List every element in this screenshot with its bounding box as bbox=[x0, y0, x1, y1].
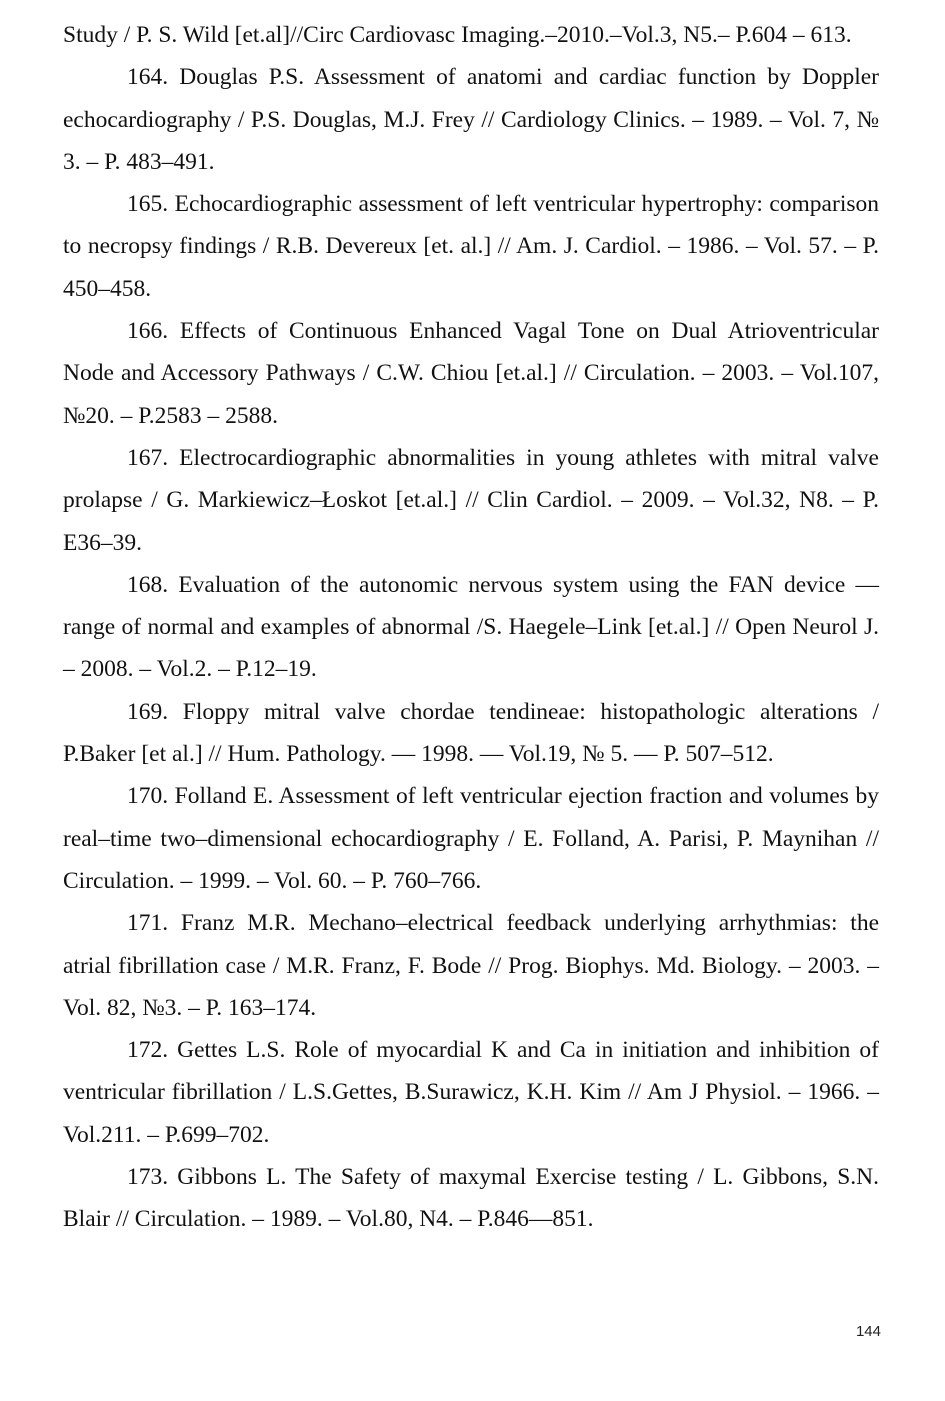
reference-169: 169. Floppy mitral valve chordae tendineae: histopathologic alterations / P.Baker [et al.] // Hum. Pathology. — 1998. — Vol.19, № 5. — P. 507–512. bbox=[63, 698, 879, 768]
reference-167: 167. Electrocardiographic abnormalities in young athletes with mitral valve prolapse / G. Markiewicz–Łoskot [et.al.] // Clin Cardiol. – 2009. – Vol.32, N8. – P. E36–39. bbox=[63, 444, 879, 556]
reference-173: 173. Gibbons L. The Safety of maxymal Exercise testing / L. Gibbons, S.N. Blair // Circulation. – 1989. – Vol.80, N4. – P.846—851. bbox=[63, 1164, 879, 1233]
reference-165: 165. Echocardiographic assessment of left ventricular hypertrophy: comparison to necropsy findings / R.B. Devereux [et. al.] // Am. J. Cardiol. – 1986. – Vol. 57. – P. 450–458. bbox=[63, 191, 879, 302]
reference-170: 170. Folland E. Assessment of left ventricular ejection fraction and volumes by real–time two–dimensional echocardiography / E. Folland, A. Parisi, P. Maynihan // Circulation. – 1999. – Vol. 60. – P. 760–766. bbox=[63, 783, 879, 894]
reference-list bbox=[63, 14, 879, 1241]
reference-172: 172. Gettes L.S. Role of myocardial K and Ca in initiation and inhibition of ventricular fibrillation / L.S.Gettes, B.Surawicz, K.H. Kim // Am J Physiol. – 1966. – Vol.211. – P.699–702. bbox=[63, 1037, 879, 1148]
reference-continued: Study / P. S. Wild [et.al]//Circ Cardiovasc Imaging.–2010.–Vol.3, N5.– P.604 – 613. bbox=[63, 22, 852, 48]
reference-166: 166. Effects of Continuous Enhanced Vagal Tone on Dual Atrioventricular Node and Accessory Pathways / C.W. Chiou [et.al.] // Circulation. – 2003. – Vol.107, №20. – P.2583 – 2588. bbox=[63, 318, 879, 429]
reference-171: 171. Franz M.R. Mechano–electrical feedback underlying arrhythmias: the atrial fibrillation case / M.R. Franz, F. Bode // Prog. Biophys. Md. Biology. – 2003. – Vol. 82, №3. – P. 163–174. bbox=[63, 910, 879, 1021]
reference-168: 168. Evaluation of the autonomic nervous system using the FAN device — range of normal and examples of abnormal /S. Haegele–Link [et.al.] // Open Neurol J. – 2008. – Vol.2. – P.12–19. bbox=[63, 571, 879, 683]
reference-164: 164. Douglas P.S. Assessment of anatomi and cardiac function by Doppler echocardiography / P.S. Douglas, M.J. Frey // Cardiology Clinics. – 1989. – Vol. 7, № 3. – P. 483–491. bbox=[63, 64, 879, 175]
page-number: 144 bbox=[855, 1323, 881, 1340]
